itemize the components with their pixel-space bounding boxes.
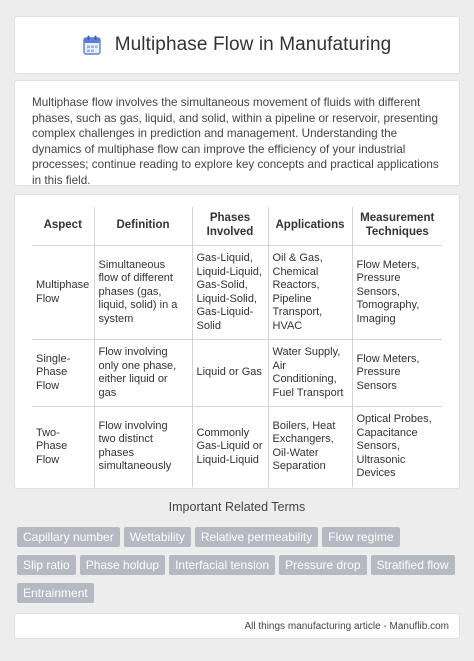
header-applications: Applications <box>268 207 352 246</box>
table-cell: Water Supply, Air Conditioning, Fuel Transport <box>268 340 352 407</box>
term-tag-interfacial-tension[interactable]: Interfacial tension <box>169 555 275 575</box>
table-cell: Liquid or Gas <box>192 340 268 407</box>
table-cell: Flow involving only one phase, either liquid or gas <box>94 340 192 407</box>
intro-card <box>14 80 460 186</box>
table-header-row <box>32 207 442 246</box>
footer <box>14 613 460 639</box>
term-tag-relative-permeability[interactable]: Relative permeability <box>195 527 318 547</box>
title-card <box>14 16 460 74</box>
term-tag-capillary-number[interactable]: Capillary number <box>17 527 120 547</box>
table-cell: Commonly Gas-Liquid or Liquid-Liquid <box>192 407 268 487</box>
header-phases-involved: Phases Involved <box>192 207 268 246</box>
table-row <box>32 340 442 407</box>
table-cell: Simultaneous flow of different phases (gas, liquid, solid) in a system <box>94 246 192 340</box>
table-cell: Flow Meters, Pressure Sensors, Tomography, Imaging <box>352 246 442 340</box>
related-terms-title: Important Related Terms <box>168 500 306 514</box>
table-cell: Single-Phase Flow <box>32 340 94 407</box>
header-definition: Definition <box>94 207 192 246</box>
table-card <box>14 194 460 489</box>
term-tag-wettability[interactable]: Wettability <box>124 527 191 547</box>
table-cell: Flow Meters, Pressure Sensors <box>352 340 442 407</box>
table-cell: Oil & Gas, Chemical Reactors, Pipeline Transport, HVAC <box>268 246 352 340</box>
intro-paragraph: Multiphase flow involves the simultaneous movement of fluids with different phases, such as gas, liquid, and solid, within a pipeline or reservoir, presenting complex challenges in prediction and management. Understanding the dynamics of multiphase flow can improve the efficiency of your industrial processes; continue reading to explore key concepts and practical applications in this field. <box>32 96 439 187</box>
table-row <box>32 246 442 340</box>
page-title: Multiphase Flow in Manufaturing <box>114 34 392 55</box>
table-cell: Two-Phase Flow <box>36 426 68 466</box>
header-aspect: Aspect <box>32 207 94 246</box>
term-tag-flow-regime[interactable]: Flow regime <box>322 527 399 547</box>
footer-credit: All things manufacturing article - Manuflib.com <box>244 620 449 632</box>
table-cell: Optical Probes, Capacitance Sensors, Ultrasonic Devices <box>352 407 442 487</box>
calendar-icon <box>83 35 101 55</box>
term-tag-phase-holdup[interactable]: Phase holdup <box>80 555 165 575</box>
table-cell: Flow involving two distinct phases simultaneously <box>94 407 192 487</box>
table-cell: Multiphase Flow <box>32 246 94 340</box>
term-tag-slip-ratio[interactable]: Slip ratio <box>17 555 76 575</box>
term-tag-pressure-drop[interactable]: Pressure drop <box>279 555 366 575</box>
term-tag-entrainment[interactable]: Entrainment <box>17 583 94 603</box>
table-cell: Boilers, Heat Exchangers, Oil-Water Separation <box>268 407 352 487</box>
header-measurement-techniques: Measurement Techniques <box>352 207 442 246</box>
table-row <box>32 407 442 487</box>
term-tag-stratified-flow[interactable]: Stratified flow <box>371 555 455 575</box>
table-cell: Gas-Liquid, Liquid-Liquid, Gas-Solid, Liquid-Solid, Gas-Liquid-Solid <box>192 246 268 340</box>
comparison-table <box>32 207 442 487</box>
related-terms-list <box>17 527 461 611</box>
